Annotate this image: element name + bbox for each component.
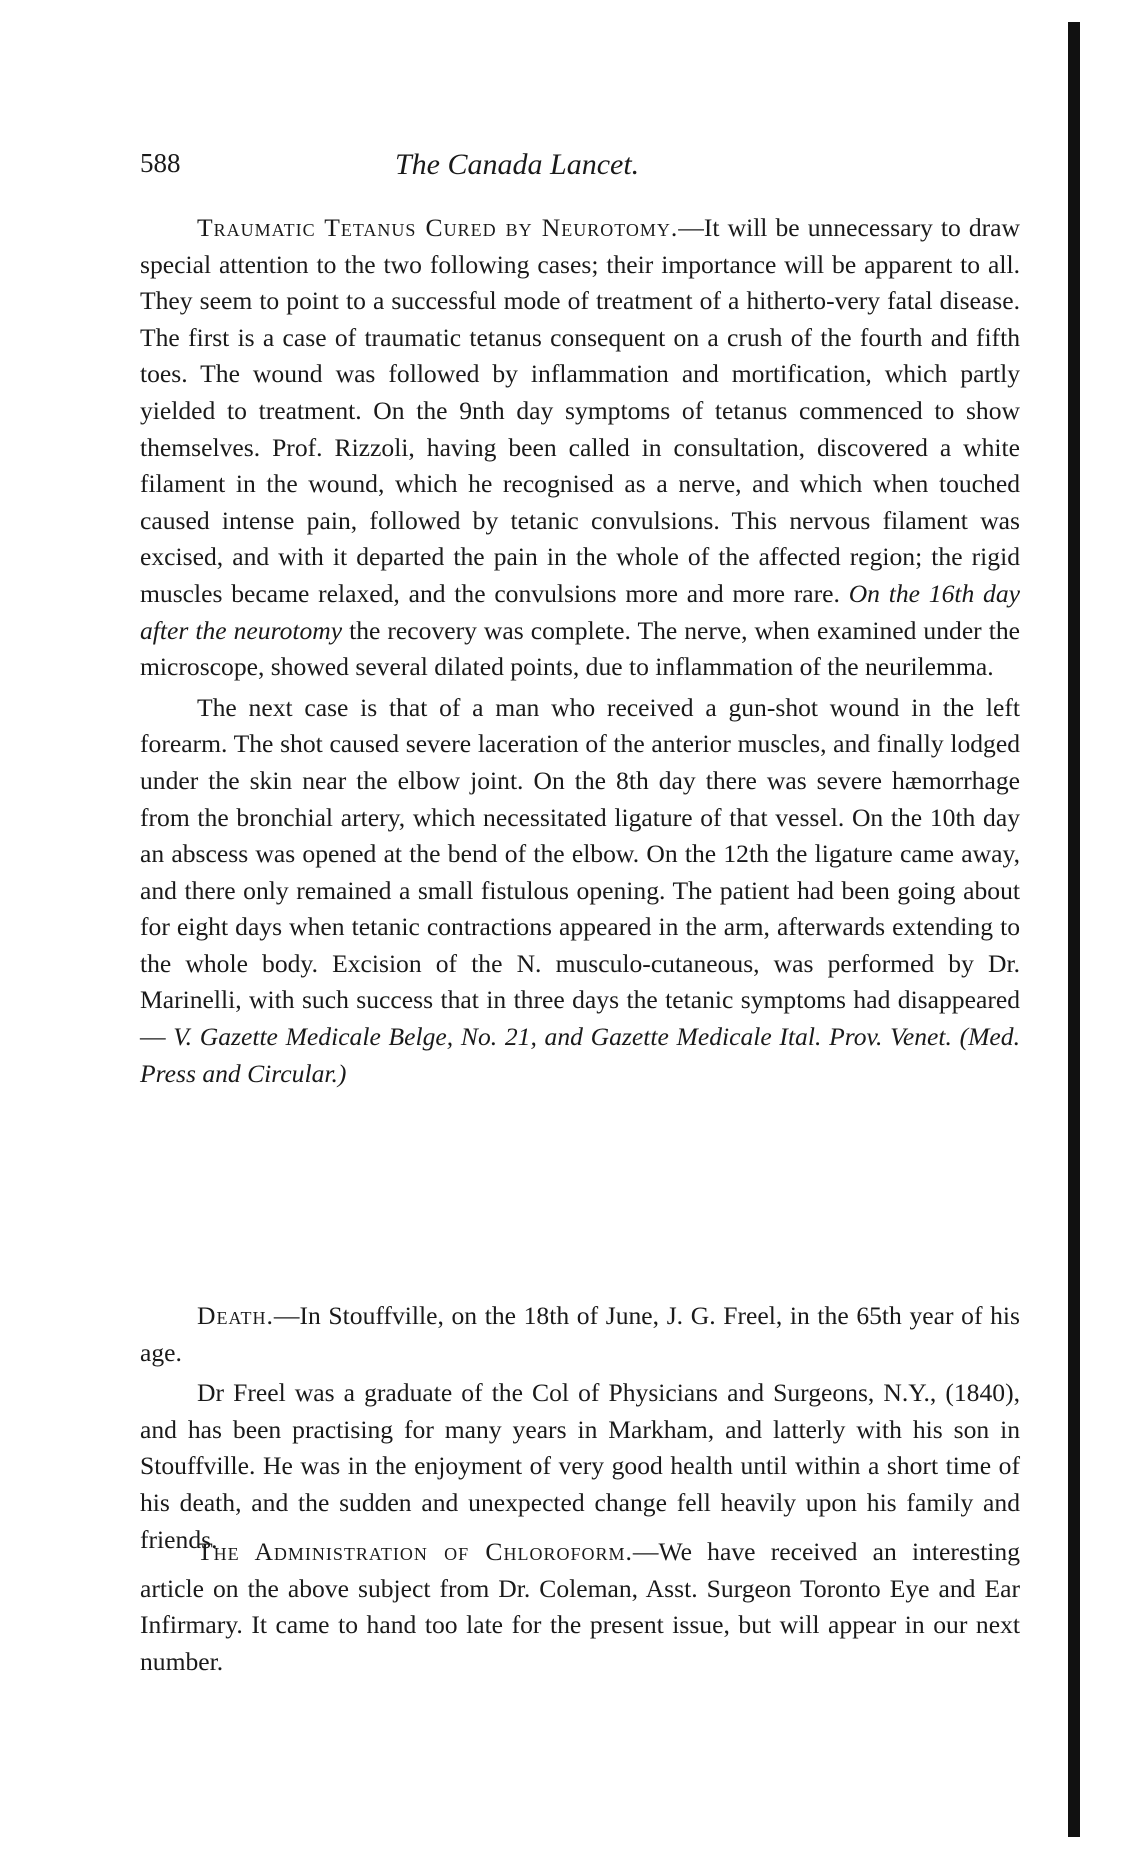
article-neurotomy [140,210,1020,1092]
paragraph-text: The next case is that of a man who received a gun-shot wound in the left forearm. The shot caused severe laceration of the anterior muscles, and finally lodged under the skin near the elbow joint. On the 8th day there was severe hæmorrhage from the bronchial artery, which necessitated ligature of that vessel. On the 10th day an abscess was opened at the bend of the elbow. On the 12th the ligature came away, and there only remained a small fistulous opening. The patient had been going about for eight days when tetanic contractions appeared in the arm, afterwards extending to the whole body. Excision of the N. musculo-cutaneous, was performed by Dr. Marinelli, with such success that in three days the tetanic symptoms had disappeared — [140,692,1020,1052]
article-heading: Death. [197,1301,274,1330]
paragraph-italic: On the 16th day after the neurotomy [140,578,1020,645]
paragraph-text-tail: the recovery was complete. The nerve, when examined under the microscope, showed several dilated points, due to inflammation of the neurilemma. [140,615,1020,682]
article-heading: The Administration of Chloroform. [197,1537,633,1566]
page-edge-rule [1068,22,1080,1837]
citation-italic: V. Gazette Medicale Belge, No. 21, and Gazette Medicale Ital. Prov. Venet. (Med. Press and Circular.) [140,1022,1020,1088]
article-paragraph [140,690,1020,1093]
article-chloroform [140,1534,1020,1680]
paragraph-text: Dr Freel was a graduate of the Col of Physicians and Surgeons, N.Y., (1840), and has been practising for many years in Markham, and latterly with his son in Stouffville. He was in the enjoyment of very good health until within a short time of his death, and the sudden and unexpected change fell heavily upon his family and friends. [140,1378,1020,1554]
article-heading: Traumatic Tetanus Cured by Neurotomy. [197,213,679,242]
article-paragraph [140,1534,1020,1680]
page-header [140,148,1020,188]
journal-page [140,0,1020,1852]
article-death-notice [140,1298,1020,1558]
article-paragraph [140,210,1020,686]
paragraph-text: —It will be unnecessary to draw special attention to the two following cases; their importance will be apparent to all. They seem to point to a successful mode of treatment of a hitherto-very fatal disease. The first is a case of traumatic tetanus consequent on a crush of the fourth and fifth toes. The wound was followed by inflammation and mortification, which partly yielded to treatment. On the 9nth day symptoms of tetanus commenced to show themselves. Prof. Rizzoli, having been called in consultation, discovered a white filament in the wound, which he recognised as a nerve, and which when touched caused intense pain, followed by tetanic convulsions. This nervous filament was excised, and with it departed the pain in the whole of the affected region; the rigid muscles became relaxed, and the convulsions more and more rare. [140,213,1020,608]
article-paragraph [140,1375,1020,1558]
paragraph-text: —We have received an interesting article on the above subject from Dr. Coleman, Asst. Surgeon Toronto Eye and Ear Infirmary. It came to hand too late for the present issue, but will appear in our next number. [140,1537,1021,1676]
page-number: 588 [140,148,181,178]
paragraph-text: —In Stouffville, on the 18th of June, J. G. Freel, in the 65th year of his age. [140,1301,1020,1367]
running-title: The Canada Lancet. [395,148,640,181]
article-paragraph [140,1298,1020,1371]
